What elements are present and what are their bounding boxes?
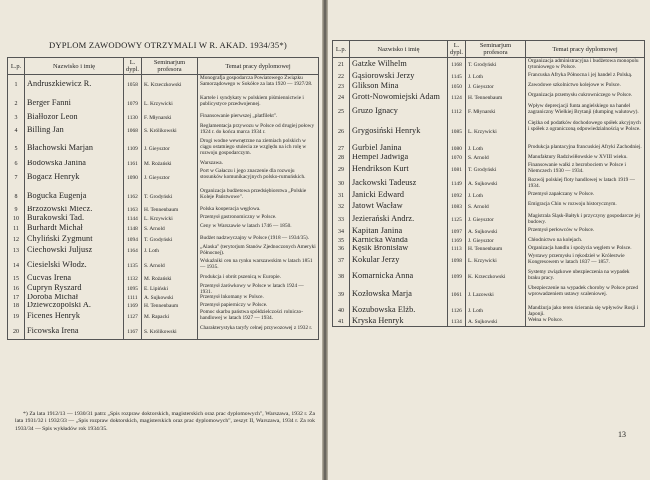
seminar-professor: J. Gieysztor	[466, 237, 526, 245]
person-name: Glikson Mina	[350, 82, 448, 92]
row-number: 32	[333, 201, 350, 213]
row-number: 16	[8, 283, 25, 294]
table-row	[8, 274, 319, 283]
row-number: 30	[333, 177, 350, 191]
header-seminar: Seminarjum profesora	[142, 58, 198, 75]
diploma-number: 1090	[124, 168, 142, 188]
person-name: Ficowska Irena	[25, 325, 124, 340]
seminar-professor: F. Młynarski	[142, 113, 198, 123]
table-row	[333, 305, 645, 317]
right-table-body	[333, 58, 645, 327]
seminar-professor: L. Krzywicki	[142, 214, 198, 223]
table-row	[333, 285, 645, 305]
diploma-number: 1127	[124, 309, 142, 325]
person-name: Ciesielski Włodz.	[25, 258, 124, 274]
diploma-number: 1149	[448, 177, 466, 191]
diploma-number: 1083	[448, 201, 466, 213]
seminar-professor: T. Grodyński	[142, 188, 198, 206]
table-row	[8, 95, 319, 113]
seminar-professor: M. Rożański	[142, 274, 198, 283]
thesis-topic: Mandżurja jako teren ścierania się wpływów Rosji i Japonji.	[526, 305, 645, 317]
diploma-number: 1125	[448, 213, 466, 227]
row-number: 41	[333, 317, 350, 327]
thesis-topic: Port w Gałaczu i jego znaczenie dla rozwoju stosunków komunikacyjnych polsko-rumuńskich.	[198, 168, 319, 188]
table-row	[8, 283, 319, 294]
person-name: Burakowski Tad.	[25, 214, 124, 223]
thesis-topic: Warszawa.	[198, 160, 319, 168]
person-name: Białłozor Leon	[25, 113, 124, 123]
table-row	[333, 269, 645, 285]
person-name: Ficenes Henryk	[25, 309, 124, 325]
diploma-number: 1061	[448, 285, 466, 305]
seminar-professor: S. Arnold	[466, 154, 526, 162]
person-name: Kokular Jerzy	[350, 253, 448, 269]
row-number: 31	[333, 191, 350, 201]
seminar-professor: S. Arnold	[142, 258, 198, 274]
diploma-number: 1169	[448, 237, 466, 245]
diploma-number: 1058	[124, 75, 142, 96]
person-name: Janicki Edward	[350, 191, 448, 201]
seminar-professor: E. Lipiński	[142, 283, 198, 294]
diploma-number: 1144	[124, 214, 142, 223]
thesis-topic: Organizacja administracyjna i budżetowa monopolu tytoniowego w Polsce.	[526, 58, 645, 73]
diploma-number: 1126	[448, 305, 466, 317]
page-title: DYPLOM ZAWODOWY OTRZYMALI W R. AKAD. 1934/35*)	[49, 40, 287, 50]
thesis-topic: Finansowanie walki z bezrobociem w Polsce i Niemczech 1930 — 1934.	[526, 162, 645, 177]
diploma-number: 1162	[124, 188, 142, 206]
diploma-number: 1070	[448, 154, 466, 162]
header-lp: L.p.	[8, 58, 25, 75]
header-num: L. dypl.	[448, 41, 466, 58]
row-number: 14	[8, 258, 25, 274]
thesis-topic: Ubezpieczenie na wypadek choroby w Polsce przed wprowadzeniem ustawy scaleniowej.	[526, 285, 645, 305]
diploma-number: 1124	[448, 92, 466, 103]
row-number: 38	[333, 269, 350, 285]
diploma-number: 1109	[124, 138, 142, 160]
table-row	[8, 138, 319, 160]
header-name: Nazwisko i imię	[25, 58, 124, 75]
diploma-number: 1168	[448, 58, 466, 73]
table-row	[8, 258, 319, 274]
diploma-number: 1169	[124, 302, 142, 309]
row-number: 19	[8, 309, 25, 325]
thesis-topic: Organizacja handlu i spożycia węglem w Polsce.	[526, 245, 645, 253]
thesis-topic: Charakterystyka taryfy celnej przywozowej z 1932 r.	[198, 325, 319, 340]
thesis-topic: Wystawy przemysłu i rękodzieł w Królestwie Kongresowem w latach 1837 — 1857.	[526, 253, 645, 269]
thesis-topic: Polska kooperacja węglowa.	[198, 206, 319, 214]
row-number: 13	[8, 244, 25, 258]
row-number: 28	[333, 154, 350, 162]
person-name: Dziewczopolski A.	[25, 302, 124, 309]
diploma-number: 1099	[448, 269, 466, 285]
seminar-professor: H. Tennenbaum	[142, 206, 198, 214]
thesis-topic: Organizacja budżetowa przedsiębiorstwa „Polskie Koleje Państwowe".	[198, 188, 319, 206]
seminar-professor: M. Rożański	[142, 160, 198, 168]
thesis-topic: Magistrala Śląsk-Bałtyk i przyczyny gospodarcze jej budowy.	[526, 213, 645, 227]
table-row	[333, 162, 645, 177]
seminar-professor: J. Gieysztor	[142, 168, 198, 188]
row-number: 27	[333, 144, 350, 154]
table-row	[333, 191, 645, 201]
thesis-topic: Pomoc skarbu państwa spółdzielczości rolniczo-handlowej w latach 1927 — 1934.	[198, 309, 319, 325]
table-row	[333, 237, 645, 245]
person-name: Gurbiel Janina	[350, 144, 448, 154]
table-row	[8, 244, 319, 258]
header-topic: Temat pracy dyplomowej	[526, 41, 645, 58]
row-number: 1	[8, 75, 25, 96]
person-name: Kryska Henryk	[350, 317, 448, 327]
row-number: 4	[8, 123, 25, 138]
person-name: Chyliński Zygmunt	[25, 235, 124, 244]
seminar-professor: A. Sujkowski	[142, 294, 198, 302]
seminar-professor: A. Sujkowski	[466, 177, 526, 191]
diploma-number: 1081	[448, 162, 466, 177]
row-number: 22	[333, 72, 350, 82]
header-seminar: Seminarjum profesora	[466, 41, 526, 58]
row-number: 8	[8, 188, 25, 206]
thesis-topic: Przemysł perłowców w Polsce.	[526, 227, 645, 237]
person-name: Hempel Jadwiga	[350, 154, 448, 162]
person-name: Jackowski Tadeusz	[350, 177, 448, 191]
table-row	[8, 75, 319, 96]
diploma-number: 1098	[448, 253, 466, 269]
thesis-topic: Przemysł gastronomiczny w Polsce.	[198, 214, 319, 223]
right-page	[328, 0, 650, 480]
thesis-topic: Finansowanie pierwszej „platfilekt".	[198, 113, 319, 123]
thesis-topic: Francuska Afryka Północna i jej handel z Polską.	[526, 72, 645, 82]
table-row	[333, 92, 645, 103]
table-row	[8, 223, 319, 235]
seminar-professor: J. Gieysztor	[466, 82, 526, 92]
seminar-professor: H. Tennenbaum	[142, 302, 198, 309]
person-name: Brzozowski Miecz.	[25, 206, 124, 214]
row-number: 26	[333, 120, 350, 144]
diploma-number: 1068	[124, 123, 142, 138]
seminar-professor: H. Tennenbaum	[466, 92, 526, 103]
row-number: 12	[8, 235, 25, 244]
row-number: 15	[8, 274, 25, 283]
thesis-topic: Przemysł zapałczany w Polsce.	[526, 191, 645, 201]
person-name: Bodowska Janina	[25, 160, 124, 168]
table-row	[8, 160, 319, 168]
table-row	[333, 213, 645, 227]
seminar-professor: T. Grodyński	[466, 58, 526, 73]
header-topic: Temat pracy dyplomowej	[198, 58, 319, 75]
person-name: Gruzo Ignacy	[350, 103, 448, 120]
table-row	[333, 177, 645, 191]
seminar-professor: A. Sujkowski	[466, 227, 526, 237]
thesis-topic: Ceny w Warszawie w latach 1746 — 1850.	[198, 223, 319, 235]
row-number: 33	[333, 213, 350, 227]
table-row	[8, 168, 319, 188]
thesis-topic: „Alaska" (terytorjum Stanów Zjednoczonych Ameryki Północnej).	[198, 244, 319, 258]
table-row	[333, 227, 645, 237]
thesis-topic: Monografja gospodarcza Powiatowego Związku Samorządowego w Sokółce za lata 1920 — 1927/28.	[198, 75, 319, 96]
table-row	[333, 120, 645, 144]
table-row	[8, 188, 319, 206]
table-row	[333, 82, 645, 92]
table-row	[333, 201, 645, 213]
thesis-topic: Organizacja przemysłu cukrowniczego w Polsce.	[526, 92, 645, 103]
diploma-number: 1085	[448, 120, 466, 144]
diploma-number: 1080	[448, 144, 466, 154]
table-row	[8, 325, 319, 340]
diploma-number: 1130	[124, 113, 142, 123]
row-number: 5	[8, 138, 25, 160]
diploma-number: 1163	[124, 206, 142, 214]
person-name: Cucvas Irena	[25, 274, 124, 283]
header-name: Nazwisko i imię	[350, 41, 448, 58]
diploma-number: 1092	[448, 191, 466, 201]
person-name: Burhardt Michał	[25, 223, 124, 235]
row-number: 6	[8, 160, 25, 168]
seminar-professor: S. Królikowski	[142, 123, 198, 138]
seminar-professor: F. Młynarski	[466, 103, 526, 120]
row-number: 21	[333, 58, 350, 73]
person-name: Grott-Nowomiejski Adam	[350, 92, 448, 103]
diploma-number: 1097	[448, 227, 466, 237]
diploma-number: 1145	[448, 72, 466, 82]
person-name: Bogacz Henryk	[25, 168, 124, 188]
seminar-professor: L. Krzywicki	[142, 95, 198, 113]
diploma-table-left	[7, 57, 319, 340]
table-row	[8, 302, 319, 309]
table-row	[333, 245, 645, 253]
left-table-body	[8, 75, 319, 340]
table-row	[333, 317, 645, 327]
table-row	[333, 72, 645, 82]
seminar-professor: J. Gieysztor	[466, 213, 526, 227]
diploma-number: 1112	[448, 103, 466, 120]
person-name: Komarnicka Anna	[350, 269, 448, 285]
person-name: Błachowski Marjan	[25, 138, 124, 160]
diploma-number: 1134	[448, 317, 466, 327]
person-name: Kozłowska Marja	[350, 285, 448, 305]
person-name: Kozubowska Elżb.	[350, 305, 448, 317]
row-number: 2	[8, 95, 25, 113]
person-name: Karnicka Wanda	[350, 237, 448, 245]
diploma-number: 1094	[124, 235, 142, 244]
left-page	[0, 0, 322, 480]
seminar-professor: M. Rapacki	[142, 309, 198, 325]
page-number: 13	[618, 430, 626, 439]
seminar-professor: S. Arnold	[466, 201, 526, 213]
person-name: Andruszkiewicz R.	[25, 75, 124, 96]
seminar-professor: J. Loth	[466, 305, 526, 317]
thesis-topic: Produkcja plantacyjna francuskiej Afryki Zachodniej.	[526, 144, 645, 154]
person-name: Gąsiorowski Jerzy	[350, 72, 448, 82]
thesis-topic: Ciężka od podatków dochodowego spółek akcyjnych i spółek z ograniczoną odpowiedzialnością w Polsce.	[526, 120, 645, 144]
thesis-topic: Emigracja Chin w rozwoju historycznym.	[526, 201, 645, 213]
person-name: Billing Jan	[25, 123, 124, 138]
row-number: 11	[8, 223, 25, 235]
thesis-topic: Przemysł żarówkowy w Polsce w latach 1924 — 1931.	[198, 283, 319, 294]
table-row	[8, 123, 319, 138]
row-number: 35	[333, 237, 350, 245]
seminar-professor: T. Grodyński	[466, 162, 526, 177]
seminar-professor: K. Krzeczkowski	[466, 269, 526, 285]
person-name: Kapitan Janina	[350, 227, 448, 237]
person-name: Berger Fanni	[25, 95, 124, 113]
row-number: 37	[333, 253, 350, 269]
footnote: *) Za lata 1912/13 — 1930/31 patrz „Spis rozpraw doktorskich, magisterskich oraz prac dyplomowych", Warszawa, 1932 r. Za lata 1931/32 i 1932/33 — „Spis rozpraw doktorskich, magisterskich oraz prac dyplomowych", zeszyt II, Warszawa, 1934 r. Za rok 1933/34 — Spis wykładów rok 1934/35.	[15, 411, 315, 432]
diploma-number: 1095	[124, 283, 142, 294]
diploma-number: 1050	[448, 82, 466, 92]
person-name: Kęsik Bronisław	[350, 245, 448, 253]
row-number: 39	[333, 285, 350, 305]
row-number: 36	[333, 245, 350, 253]
table-row	[333, 154, 645, 162]
seminar-professor: J. Loth	[466, 191, 526, 201]
thesis-topic: Przemysł lnkomany w Polsce.	[198, 294, 319, 302]
seminar-professor: A. Sujkowski	[466, 317, 526, 327]
thesis-topic: Systemy związkowe ubezpieczenia na wypadek braku pracy.	[526, 269, 645, 285]
diploma-number: 1132	[124, 274, 142, 283]
thesis-topic: Wpływ deprecjacji funta angielskiego na handel zagraniczny Wielkiej Brytanji (dumping walutowy).	[526, 103, 645, 120]
table-row	[8, 235, 319, 244]
person-name: Ciechowski Juljusz	[25, 244, 124, 258]
thesis-topic: Wełna w Polsce.	[526, 317, 645, 327]
diploma-number: 1111	[124, 294, 142, 302]
seminar-professor: J. Gieysztor	[142, 138, 198, 160]
thesis-topic: Przemysł papierniczy w Polsce.	[198, 302, 319, 309]
seminar-professor: J. Loth	[142, 244, 198, 258]
diploma-number: 1135	[124, 258, 142, 274]
table-row	[333, 144, 645, 154]
diploma-table-right	[332, 40, 645, 327]
row-number: 25	[333, 103, 350, 120]
table-row	[333, 253, 645, 269]
header-num: L. dypl.	[124, 58, 142, 75]
person-name: Gatzke Wilhelm	[350, 58, 448, 73]
person-name: Grygosiński Henryk	[350, 120, 448, 144]
diploma-number: 1161	[124, 160, 142, 168]
row-number: 40	[333, 305, 350, 317]
person-name: Jatowt Wacław	[350, 201, 448, 213]
person-name: Doroba Michał	[25, 294, 124, 302]
row-number: 10	[8, 214, 25, 223]
row-number: 23	[333, 82, 350, 92]
person-name: Jezierański Andrz.	[350, 213, 448, 227]
thesis-topic: Rozwój polskiej floty handlowej w latach 1919 — 1934.	[526, 177, 645, 191]
person-name: Cupryn Ryszard	[25, 283, 124, 294]
table-row	[8, 113, 319, 123]
diploma-number: 1148	[124, 223, 142, 235]
table-row	[333, 58, 645, 73]
thesis-topic: Reglamentacja przywozu w Polsce od drugiej połowy 1924 r. do końca marca 1934 r.	[198, 123, 319, 138]
diploma-number: 1113	[448, 245, 466, 253]
seminar-professor: J. Lazowski	[466, 285, 526, 305]
diploma-number: 1164	[124, 244, 142, 258]
seminar-professor: L. Krzywicki	[466, 253, 526, 269]
table-row	[8, 294, 319, 302]
thesis-topic: Chłodnictwo na kolejach.	[526, 237, 645, 245]
seminar-professor: K. Krzeczkowski	[142, 75, 198, 96]
thesis-topic: Drogi wodne wewnętrzne na ziemiach polskich w ciągu ostatniego stulecia ze względu na ich rolę w rozwoju gospodarczym.	[198, 138, 319, 160]
header-lp: L.p.	[333, 41, 350, 58]
person-name: Bogucka Eugenja	[25, 188, 124, 206]
row-number: 29	[333, 162, 350, 177]
table-row	[8, 206, 319, 214]
row-number: 24	[333, 92, 350, 103]
thesis-topic: Manufaktury Radziwiłłowskie w XVIII wieku.	[526, 154, 645, 162]
table-row	[8, 214, 319, 223]
seminar-professor: L. Krzywicki	[466, 120, 526, 144]
row-number: 7	[8, 168, 25, 188]
seminar-professor: S. Królikowski	[142, 325, 198, 340]
person-name: Hendrikson Kurt	[350, 162, 448, 177]
seminar-professor: J. Loth	[466, 144, 526, 154]
diploma-number: 1167	[124, 325, 142, 340]
row-number: 18	[8, 302, 25, 309]
row-number: 34	[333, 227, 350, 237]
thesis-topic: Kartele i syndykaty w polskiem piśmiennictwie i publicystyce przedwojennej.	[198, 95, 319, 113]
seminar-professor: H. Tennenbaum	[466, 245, 526, 253]
table-row	[8, 309, 319, 325]
thesis-topic: Produkcja i obrót pszenicą w Europie.	[198, 274, 319, 283]
thesis-topic: Zawodowe szkolnictwo kolejowe w Polsce.	[526, 82, 645, 92]
row-number: 17	[8, 294, 25, 302]
table-row	[333, 103, 645, 120]
diploma-number: 1079	[124, 95, 142, 113]
thesis-topic: Budżet nadzwyczajny w Polsce (1918 — 1934/35).	[198, 235, 319, 244]
thesis-topic: Wskaźniki cen na rynku warszawskim w latach 1851 — 1935.	[198, 258, 319, 274]
seminar-professor: J. Loth	[466, 72, 526, 82]
row-number: 3	[8, 113, 25, 123]
row-number: 9	[8, 206, 25, 214]
seminar-professor: T. Grodyński	[142, 235, 198, 244]
row-number: 20	[8, 325, 25, 340]
seminar-professor: S. Arnold	[142, 223, 198, 235]
